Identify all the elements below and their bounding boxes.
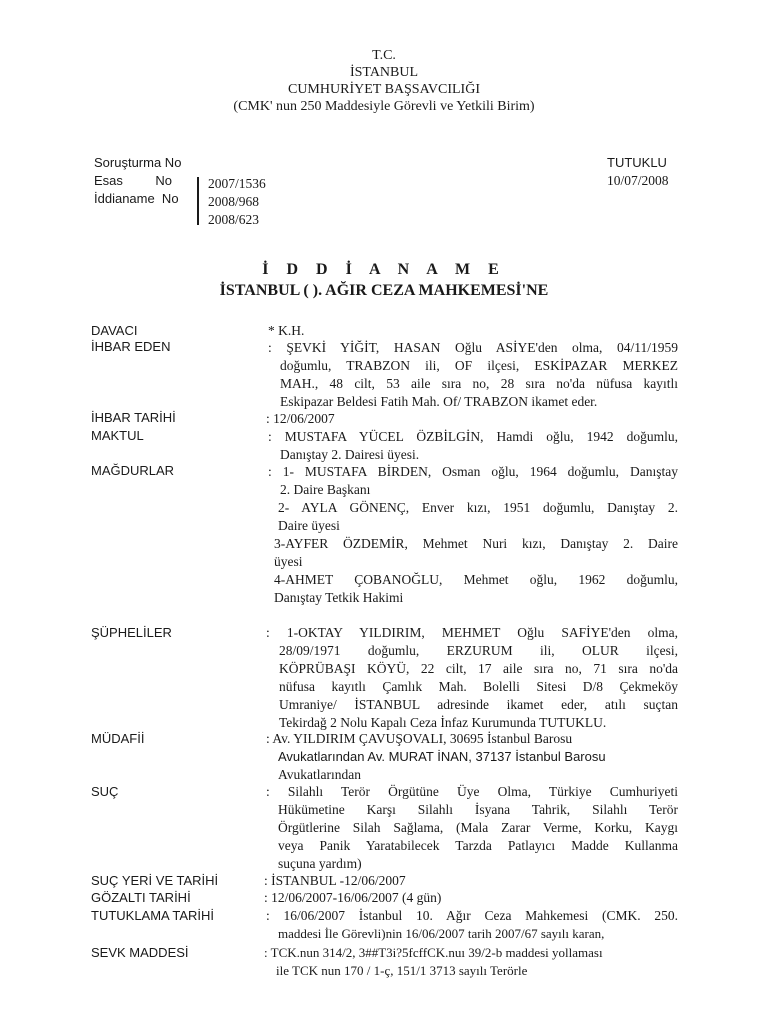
sevk-line: : TCK.nun 314/2, 3##T3i?5fcffCK.nuı 39/2-b maddesi yollaması [264, 945, 603, 960]
maktul-line: : MUSTAFA YÜCEL ÖZBİLGİN, Hamdi oğlu, 1942 doğumlu, [268, 429, 678, 444]
maktul-line: Danıştay 2. Dairesi üyesi. [280, 447, 420, 462]
supheliler-value [266, 624, 678, 732]
suc-line: Örgütlerine Silah Sağlama, (Mala Zarar Verme, Korku, Kaygı [278, 820, 678, 835]
suc-value [266, 783, 678, 873]
magdurlar-line: 3-AYFER ÖZDEMİR, Mehmet Nuri kızı, Danıştay 2. Daire [274, 536, 678, 551]
tutuklama-line: : 16/06/2007 İstanbul 10. Ağır Ceza Mahkemesi (CMK. 250. [266, 908, 678, 923]
ihbar-eden-line: Eskipazar Beldesi Fatih Mah. Of/ TRABZON ikamet eder. [280, 394, 598, 409]
magdurlar-line: 2. Daire Başkanı [280, 482, 371, 497]
suc-line: veya Panik Yaratabilecek Tarzda Patlayıcı Madde Kullanma [278, 838, 678, 853]
supheliler-line: Tekirdağ 2 Nolu Kapalı Ceza İnfaz Kurumunda TUTUKLU. [279, 715, 607, 730]
sevk-label: SEVK MADDESİ [91, 945, 189, 960]
sorusturma-label: Soruşturma No [94, 155, 182, 170]
header-office: CUMHURİYET BAŞSAVCILIĞI [287, 82, 480, 97]
ihbar-eden-line: MAH., 48 cilt, 53 aile sıra no, 28 sıra no'da nüfusa kayıtlı [280, 376, 678, 391]
esas-value: 2008/968 [208, 194, 260, 209]
ihbar-tarihi-value: : 12/06/2007 [266, 411, 335, 426]
ihbar-tarihi-label: İHBAR TARİHİ [91, 410, 176, 425]
gozalti-label: GÖZALTI TARİHİ [91, 890, 191, 905]
number-divider [197, 177, 199, 225]
davaci-value: * K.H. [268, 323, 305, 338]
davaci-label: DAVACI [91, 323, 138, 338]
ihbar-eden-line: doğumlu, TRABZON ili, OF ilçesi, ESKİPAZAR MERKEZ [280, 358, 678, 373]
tutuklama-line: maddesi İle Görevli)nin 16/06/2007 tarih 2007/67 sayılı karan, [278, 926, 605, 941]
gozalti-value: : 12/06/2007-16/06/2007 (4 gün) [264, 890, 442, 905]
magdurlar-line: : 1- MUSTAFA BİRDEN, Osman oğlu, 1964 doğumlu, Danıştay [268, 464, 678, 479]
esas-label: Esas No [94, 173, 173, 188]
maktul-label: MAKTUL [91, 428, 144, 443]
magdurlar-line: üyesi [274, 554, 303, 569]
suc-line: suçuna yardım) [278, 856, 362, 871]
status-date: 10/07/2008 [607, 173, 669, 188]
sevk-value [264, 944, 680, 980]
magdurlar-label: MAĞDURLAR [91, 463, 175, 478]
ihbar-eden-value [268, 339, 678, 411]
ihbar-eden-line: : ŞEVKİ YİĞİT, HASAN Oğlu ASİYE'den olma, 04/11/1959 [268, 340, 678, 355]
magdurlar-line: 2- AYLA GÖNENÇ, Enver kızı, 1951 doğumlu, Danıştay 2. [278, 500, 678, 515]
magdurlar-line: 4-AHMET ÇOBANOĞLU, Mehmet oğlu, 1962 doğumlu, [274, 572, 678, 587]
ihbar-eden-label: İHBAR EDEN [91, 339, 171, 354]
mudafii-line: Avukatlarından [278, 767, 361, 782]
supheliler-line: 28/09/1971 doğumlu, ERZURUM ili, OLUR ilçesi, [279, 643, 678, 658]
iddianame-label: İddianame No [94, 191, 179, 206]
document-title: İ D D İ A N A M E [262, 261, 506, 278]
mudafii-line: Avukatlarından Av. MURAT İNAN, 37137 İstanbul Barosu [278, 749, 606, 764]
maktul-value [268, 428, 678, 464]
mudafii-line: : Av. YILDIRIM ÇAVUŞOVALI, 30695 İstanbul Barosu [266, 731, 573, 746]
suc-line: : Silahlı Terör Örgütüne Üye Olma, Türkiye Cumhuriyeti [266, 784, 678, 799]
magdurlar-line: Danıştay Tetkik Hakimi [274, 590, 404, 605]
supheliler-line: KÖPRÜBAŞI KÖYÜ, 22 cilt, 17 aile sıra no, 71 sıra no'da [279, 661, 678, 676]
court-title: İSTANBUL ( ). AĞIR CEZA MAHKEMESİ'NE [219, 282, 549, 299]
mudafii-value [266, 730, 678, 784]
supheliler-line: : 1-OKTAY YILDIRIM, MEHMET Oğlu SAFİYE'den olma, [266, 625, 678, 640]
suc-yeri-label: SUÇ YERİ VE TARİHİ [91, 873, 219, 888]
magdurlar-value [268, 463, 678, 607]
header-subtitle: (CMK' nun 250 Maddesiyle Görevli ve Yetkili Birim) [233, 99, 535, 114]
sevk-line: ile TCK nun 170 / 1-ç, 151/1 3713 sayılı Terörle [276, 963, 528, 978]
status-label: TUTUKLU [607, 155, 667, 170]
tutuklama-value [266, 907, 678, 943]
supheliler-line: nüfusa kayıtlı Çamlık Mah. Bolelli Sitesi D/8 Çekmeköy [279, 679, 678, 694]
suc-yeri-value: : İSTANBUL -12/06/2007 [264, 873, 406, 888]
supheliler-line: Umraniye/ İSTANBUL adresinde ikamet eder, atılı suçtan [279, 697, 678, 712]
iddianame-value: 2008/623 [208, 212, 260, 227]
header-city: İSTANBUL [349, 65, 419, 80]
supheliler-label: ŞÜPHELİLER [91, 625, 172, 640]
header-tc: T.C. [372, 48, 396, 63]
suc-line: Hükümetine Karşı Silahlı İsyana Tahrik, Silahlı Terör [278, 802, 678, 817]
tutuklama-label: TUTUKLAMA TARİHİ [91, 908, 215, 923]
suc-label: SUÇ [91, 784, 119, 799]
magdurlar-line: Daire üyesi [278, 518, 340, 533]
mudafii-label: MÜDAFİİ [91, 731, 145, 746]
sorusturma-value: 2007/1536 [208, 176, 266, 191]
